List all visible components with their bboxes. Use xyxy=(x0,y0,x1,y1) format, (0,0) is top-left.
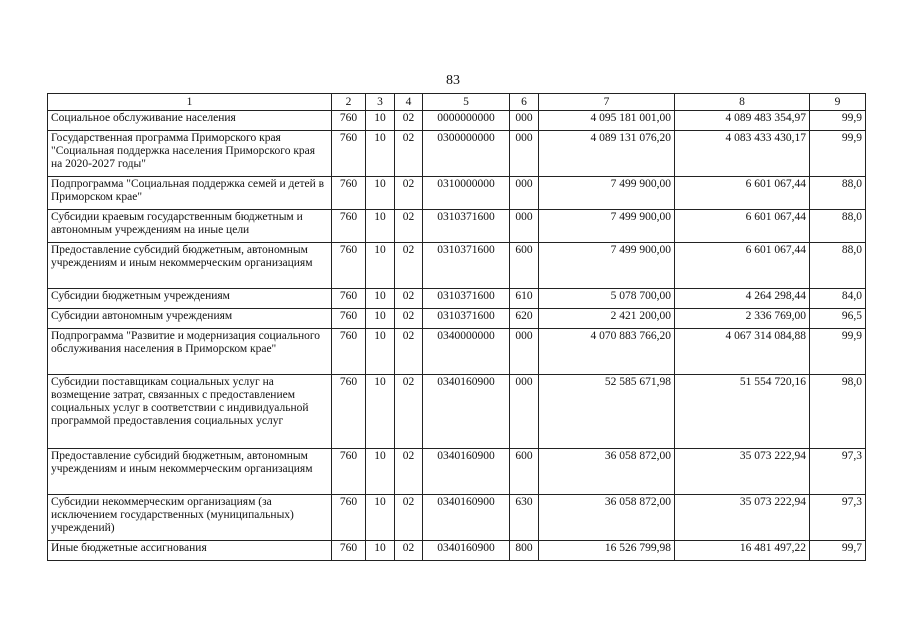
col4-cell: 02 xyxy=(395,111,423,131)
col8-amount-cell: 6 601 067,44 xyxy=(675,177,810,210)
col3-cell: 10 xyxy=(366,210,395,243)
col8-amount-cell: 35 073 222,94 xyxy=(675,449,810,495)
col4-cell: 02 xyxy=(395,329,423,375)
col5-cell: 0310371600 xyxy=(423,210,510,243)
table-row xyxy=(48,541,866,561)
table-row xyxy=(48,495,866,541)
col3-cell: 10 xyxy=(366,329,395,375)
col2-cell: 760 xyxy=(332,329,366,375)
col5-cell: 0340160900 xyxy=(423,541,510,561)
col9-percent-cell: 96,5 xyxy=(810,309,866,329)
table-row xyxy=(48,177,866,210)
row-name-cell: Социальное обслуживание населения xyxy=(48,111,332,131)
col3-cell: 10 xyxy=(366,243,395,289)
col6-cell: 000 xyxy=(510,177,539,210)
col4-cell: 02 xyxy=(395,495,423,541)
col8-amount-cell: 6 601 067,44 xyxy=(675,243,810,289)
col7-amount-cell: 4 070 883 766,20 xyxy=(539,329,675,375)
col4-cell: 02 xyxy=(395,131,423,177)
col8-amount-cell: 4 083 433 430,17 xyxy=(675,131,810,177)
table-row xyxy=(48,309,866,329)
col2-cell: 760 xyxy=(332,495,366,541)
col9-percent-cell: 88,0 xyxy=(810,243,866,289)
col3-cell: 10 xyxy=(366,111,395,131)
col4-cell: 02 xyxy=(395,309,423,329)
col8-amount-cell: 35 073 222,94 xyxy=(675,495,810,541)
col3-cell: 10 xyxy=(366,289,395,309)
col7-amount-cell: 2 421 200,00 xyxy=(539,309,675,329)
col5-cell: 0310371600 xyxy=(423,289,510,309)
column-header: 9 xyxy=(810,94,866,111)
col4-cell: 02 xyxy=(395,541,423,561)
col7-amount-cell: 7 499 900,00 xyxy=(539,210,675,243)
col2-cell: 760 xyxy=(332,177,366,210)
col8-amount-cell: 51 554 720,16 xyxy=(675,375,810,449)
col4-cell: 02 xyxy=(395,289,423,309)
col9-percent-cell: 99,9 xyxy=(810,131,866,177)
column-header: 8 xyxy=(675,94,810,111)
header-row xyxy=(48,94,866,111)
col7-amount-cell: 52 585 671,98 xyxy=(539,375,675,449)
col8-amount-cell: 6 601 067,44 xyxy=(675,210,810,243)
col4-cell: 02 xyxy=(395,210,423,243)
col7-amount-cell: 36 058 872,00 xyxy=(539,449,675,495)
col3-cell: 10 xyxy=(366,375,395,449)
col9-percent-cell: 84,0 xyxy=(810,289,866,309)
column-header: 5 xyxy=(423,94,510,111)
col7-amount-cell: 4 089 131 076,20 xyxy=(539,131,675,177)
row-name-cell: Субсидии бюджетным учреждениям xyxy=(48,289,332,309)
col7-amount-cell: 7 499 900,00 xyxy=(539,243,675,289)
col7-amount-cell: 16 526 799,98 xyxy=(539,541,675,561)
col5-cell: 0300000000 xyxy=(423,131,510,177)
row-name-cell: Иные бюджетные ассигнования xyxy=(48,541,332,561)
col6-cell: 000 xyxy=(510,375,539,449)
col3-cell: 10 xyxy=(366,177,395,210)
col6-cell: 000 xyxy=(510,131,539,177)
col8-amount-cell: 4 089 483 354,97 xyxy=(675,111,810,131)
col3-cell: 10 xyxy=(366,541,395,561)
col7-amount-cell: 7 499 900,00 xyxy=(539,177,675,210)
col5-cell: 0340160900 xyxy=(423,495,510,541)
col2-cell: 760 xyxy=(332,210,366,243)
row-name-cell: Предоставление субсидий бюджетным, автономным учреждениям и иным некоммерческим организациям xyxy=(48,449,332,495)
col2-cell: 760 xyxy=(332,375,366,449)
table-row xyxy=(48,449,866,495)
table-row xyxy=(48,131,866,177)
col2-cell: 760 xyxy=(332,289,366,309)
col2-cell: 760 xyxy=(332,309,366,329)
row-name-cell: Субсидии некоммерческим организациям (за исключением государственных (муниципальных) учреждений) xyxy=(48,495,332,541)
col5-cell: 0310371600 xyxy=(423,243,510,289)
col2-cell: 760 xyxy=(332,541,366,561)
col2-cell: 760 xyxy=(332,449,366,495)
col6-cell: 600 xyxy=(510,243,539,289)
column-header: 7 xyxy=(539,94,675,111)
col6-cell: 600 xyxy=(510,449,539,495)
column-header: 3 xyxy=(366,94,395,111)
col5-cell: 0340160900 xyxy=(423,449,510,495)
col6-cell: 000 xyxy=(510,329,539,375)
row-name-cell: Субсидии краевым государственным бюджетным и автономным учреждениям на иные цели xyxy=(48,210,332,243)
col8-amount-cell: 4 264 298,44 xyxy=(675,289,810,309)
budget-table xyxy=(47,93,866,561)
col2-cell: 760 xyxy=(332,111,366,131)
col7-amount-cell: 5 078 700,00 xyxy=(539,289,675,309)
col3-cell: 10 xyxy=(366,131,395,177)
col7-amount-cell: 36 058 872,00 xyxy=(539,495,675,541)
table-row xyxy=(48,289,866,309)
col9-percent-cell: 98,0 xyxy=(810,375,866,449)
col4-cell: 02 xyxy=(395,449,423,495)
col6-cell: 630 xyxy=(510,495,539,541)
col9-percent-cell: 88,0 xyxy=(810,177,866,210)
col6-cell: 000 xyxy=(510,111,539,131)
row-name-cell: Государственная программа Приморского края "Социальная поддержка населения Приморского края на 2020-2027 годы" xyxy=(48,131,332,177)
col6-cell: 800 xyxy=(510,541,539,561)
col5-cell: 0310371600 xyxy=(423,309,510,329)
col9-percent-cell: 99,9 xyxy=(810,329,866,375)
table-body xyxy=(48,111,866,561)
row-name-cell: Подпрограмма "Развитие и модернизация социального обслуживания населения в Приморском крае" xyxy=(48,329,332,375)
col8-amount-cell: 2 336 769,00 xyxy=(675,309,810,329)
col4-cell: 02 xyxy=(395,375,423,449)
col9-percent-cell: 99,7 xyxy=(810,541,866,561)
col3-cell: 10 xyxy=(366,449,395,495)
col2-cell: 760 xyxy=(332,131,366,177)
col3-cell: 10 xyxy=(366,495,395,541)
table-row xyxy=(48,375,866,449)
col8-amount-cell: 4 067 314 084,88 xyxy=(675,329,810,375)
col2-cell: 760 xyxy=(332,243,366,289)
row-name-cell: Подпрограмма "Социальная поддержка семей и детей в Приморском крае" xyxy=(48,177,332,210)
column-header: 6 xyxy=(510,94,539,111)
column-header: 1 xyxy=(48,94,332,111)
col9-percent-cell: 97,3 xyxy=(810,449,866,495)
col6-cell: 620 xyxy=(510,309,539,329)
col5-cell: 0310000000 xyxy=(423,177,510,210)
col9-percent-cell: 88,0 xyxy=(810,210,866,243)
col5-cell: 0000000000 xyxy=(423,111,510,131)
col4-cell: 02 xyxy=(395,243,423,289)
col7-amount-cell: 4 095 181 001,00 xyxy=(539,111,675,131)
col9-percent-cell: 99,9 xyxy=(810,111,866,131)
table-row xyxy=(48,243,866,289)
col9-percent-cell: 97,3 xyxy=(810,495,866,541)
row-name-cell: Субсидии автономным учреждениям xyxy=(48,309,332,329)
table-row xyxy=(48,210,866,243)
col5-cell: 0340160900 xyxy=(423,375,510,449)
table-row xyxy=(48,111,866,131)
row-name-cell: Предоставление субсидий бюджетным, автономным учреждениям и иным некоммерческим организациям xyxy=(48,243,332,289)
col6-cell: 000 xyxy=(510,210,539,243)
column-header: 4 xyxy=(395,94,423,111)
page-number: 83 xyxy=(446,73,460,88)
col3-cell: 10 xyxy=(366,309,395,329)
col5-cell: 0340000000 xyxy=(423,329,510,375)
col8-amount-cell: 16 481 497,22 xyxy=(675,541,810,561)
col6-cell: 610 xyxy=(510,289,539,309)
column-header: 2 xyxy=(332,94,366,111)
table-row xyxy=(48,329,866,375)
col4-cell: 02 xyxy=(395,177,423,210)
row-name-cell: Субсидии поставщикам социальных услуг на возмещение затрат, связанных с предоставлением социальных услуг в соответствии с индивидуальной программой предоставления социальных услуг xyxy=(48,375,332,449)
